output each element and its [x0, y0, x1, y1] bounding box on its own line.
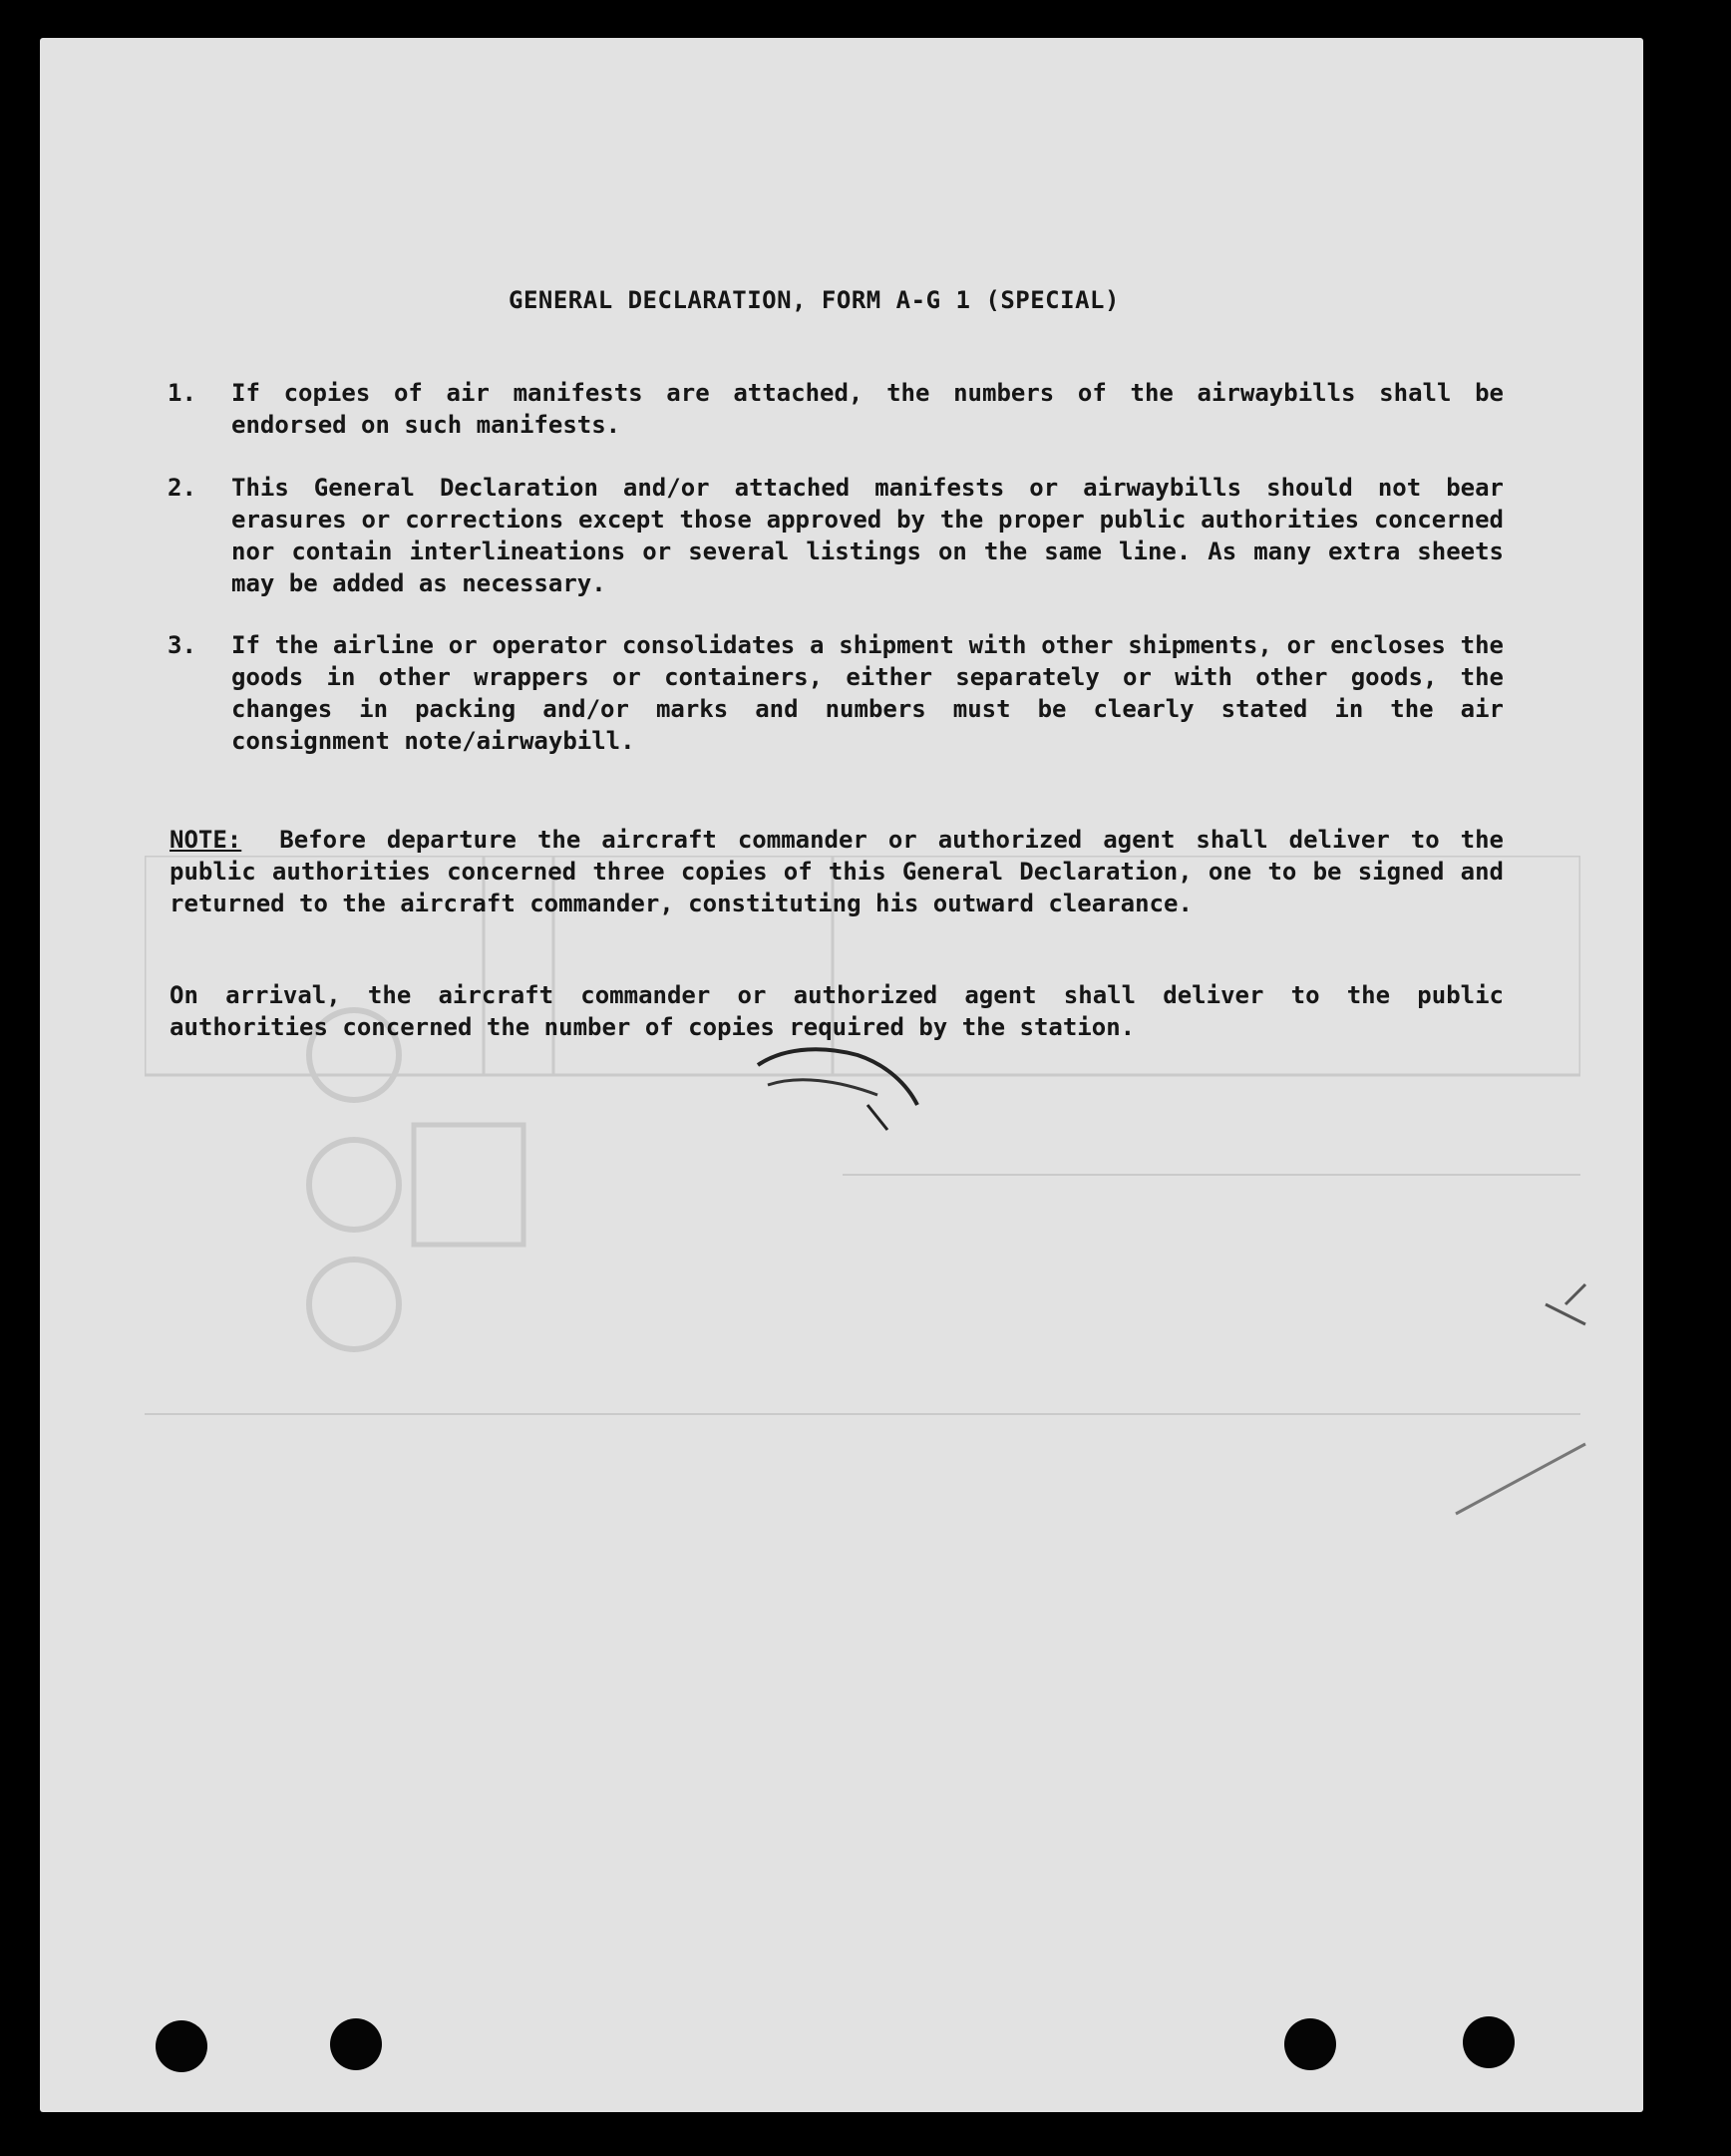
instruction-item-1 — [168, 377, 1504, 441]
punch-hole — [156, 2020, 207, 2072]
instruction-item-2 — [168, 472, 1504, 599]
document-page — [40, 38, 1643, 2112]
item-number: 3. — [168, 631, 196, 659]
punch-hole — [1284, 2018, 1336, 2070]
note-paragraph — [170, 824, 1504, 919]
item-number: 1. — [168, 379, 196, 407]
note-text: Before departure the aircraft commander or authorized agent shall deliver to the public authorities concerned three copies of this General Declaration, one to be signed and returned to the aircraft commander, constituting his outward clearance. — [170, 826, 1504, 917]
instruction-item-3 — [168, 629, 1504, 757]
note-label: NOTE: — [170, 826, 242, 854]
punch-hole — [1463, 2016, 1515, 2068]
item-text: If the airline or operator consolidates a shipment with other shipments, or encloses the goods in other wrappers or containers, either separately or with other goods, the changes in packing and/or marks and numbers must be clearly stated in the air consignment note/airwaybill. — [231, 631, 1504, 755]
item-number: 2. — [168, 474, 196, 502]
pencil-marks — [1436, 1264, 1615, 1594]
handwritten-initials — [748, 1035, 927, 1135]
item-text: If copies of air manifests are attached, the numbers of the airwaybills shall be endorsed on such manifests. — [231, 379, 1504, 439]
arrival-paragraph: On arrival, the aircraft commander or authorized agent shall deliver to the public authorities concerned the number of copies required by the station. — [170, 981, 1504, 1041]
punch-hole — [330, 2018, 382, 2070]
item-text: This General Declaration and/or attached manifests or airwaybills should not bear erasures or corrections except those approved by the proper public authorities concerned nor contain interlineations or several listings on the same line. As many extra sheets may be added as necessary. — [231, 474, 1504, 597]
form-title: GENERAL DECLARATION, FORM A-G 1 (SPECIAL) — [509, 286, 1120, 314]
